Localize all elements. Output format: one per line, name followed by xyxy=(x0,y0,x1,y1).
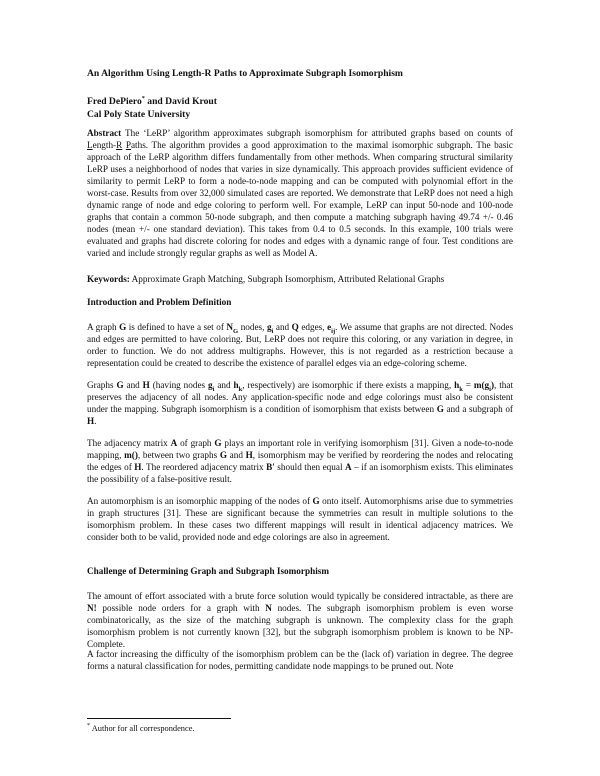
text-run: edges, xyxy=(298,322,328,332)
section-heading-challenge: Challenge of Determining Graph and Subgraph Isomorphism xyxy=(87,566,329,576)
section-heading-introduction: Introduction and Problem Definition xyxy=(87,297,232,307)
text-run: . We assume that graphs are not directed. Nodes and edges are permitted to have coloring. But, LeRP does not require this coloring, or any variation in degree, in order to function. We do not address multigraphs. However, this is not regarded as a restriction because a representation could be created to describe the existence of parallel edges via an edge-coloring scheme. xyxy=(87,322,514,368)
symbol-b-prime: B' xyxy=(266,462,275,472)
text-run: . xyxy=(94,416,97,426)
symbol-h: H xyxy=(245,450,253,460)
intro-paragraph-3 xyxy=(87,437,513,485)
text-run: , isomorphism may be verified by reordering the nodes and relocating the edges of xyxy=(87,450,514,472)
symbol-g: G xyxy=(119,322,127,332)
symbol-g: G xyxy=(219,450,227,460)
symbol-g: G xyxy=(312,496,320,506)
symbol-n: N xyxy=(226,322,234,332)
text-run: and xyxy=(273,322,292,332)
text-run: should then equal xyxy=(274,462,345,472)
abstract-text-4: aths. The algorithm provides a good approximation to the maximal isomorphic subgraph. The basic approach of the LeRP algorithm differs fundamentally from other methods. When comparing structural similarity LeRP uses a neighborhood of nodes that varies in size dynamically. This approach provides sufficient evidence of similarity to permit LeRP to form a node-to-node mapping and can be computed with polynomial effort in the worst-case. Results from over 32,000 simulated cases are reported. We demonstrate that LeRP does not need a high dynamic range of node and edge coloring to perform well. For example, LeRP can input 50-node and 100-node graphs that contain a common 50-node subgraph, and then compute a matching subgraph having 49.74 +/- 0.46 nodes (mean +/- one standard deviation). This takes from 0.4 to 0.5 seconds. In this example, 100 trials were evaluated and graphs had discrete coloring for nodes and edges with a dynamic range of four. Test conditions are varied and include strongly regular graphs as well as Model A. xyxy=(87,140,513,258)
text-run: nodes. The subgraph isomorphism problem is even worse combinatorically, as the size of the matching subgraph is unknown. The complexity class for the graph isomorphism problem is not currently known [32], but the subgraph isomorphism problem is known to be NP-Complete. xyxy=(87,603,513,649)
symbol-g-lower: g xyxy=(208,380,213,390)
text-run: and xyxy=(123,380,143,390)
author-block xyxy=(87,95,513,121)
text-run: and xyxy=(214,380,234,390)
symbol-e: e xyxy=(327,322,332,332)
symbol-g: G xyxy=(116,380,124,390)
abstract-paragraph xyxy=(87,127,513,259)
footnote xyxy=(87,723,513,735)
text-run: nodes, xyxy=(238,322,267,332)
symbol-m: m xyxy=(473,380,482,390)
symbol-n-factorial: N! xyxy=(87,603,97,613)
symbol-h: H xyxy=(134,462,142,472)
paper-title: An Algorithm Using Length-R Paths to Approximate Subgraph Isomorphism xyxy=(87,68,403,79)
symbol-q: Q xyxy=(291,322,299,332)
symbol-a: A xyxy=(344,462,352,472)
keywords-label: Keywords: xyxy=(87,274,130,284)
intro-paragraph-2 xyxy=(87,379,513,427)
symbol-paren: ) xyxy=(490,380,495,390)
text-run: . The reordered adjacency matrix xyxy=(141,462,267,472)
text-run: is defined to have a set of xyxy=(126,322,227,332)
abstract-underline-p: P xyxy=(125,140,131,150)
abstract-text-2: ength- xyxy=(92,140,117,150)
symbol-g: G xyxy=(214,438,222,448)
abstract-text-1: The ‘LeRP’ algorithm approximates subgraph isomorphism for attributed graphs based on counts of xyxy=(121,128,513,138)
text-run: = xyxy=(462,380,474,390)
text-run: (having nodes xyxy=(149,380,208,390)
text-run: A graph xyxy=(87,322,120,332)
subscript: ij xyxy=(331,327,336,335)
subscript: k xyxy=(238,385,243,393)
footnote-divider xyxy=(87,718,231,719)
subscript: G xyxy=(233,327,239,335)
text-run: , between two graphs xyxy=(137,450,220,460)
subscript: i xyxy=(212,385,215,393)
symbol-n: N xyxy=(265,603,272,613)
text-run: Graphs xyxy=(87,380,117,390)
challenge-paragraph-1 xyxy=(87,590,513,650)
symbol-m: m() xyxy=(124,450,138,460)
text-run: An automorphism is an isomorphic mapping of the nodes of xyxy=(87,496,313,506)
intro-paragraph-1 xyxy=(87,321,513,369)
abstract-underline-l: L xyxy=(87,140,93,150)
challenge-paragraph-2: A factor increasing the difficulty of the isomorphism problem can be the (lack of) variation in degree. The degree forms a natural classification for nodes, permitting candidate node mappings to be pruned out. Note xyxy=(87,649,513,671)
subscript: k xyxy=(459,385,463,393)
text-run: The adjacency matrix xyxy=(87,438,171,448)
text-run: possible node orders for a graph with xyxy=(96,603,266,613)
footnote-text: Author for all correspondence. xyxy=(90,724,195,733)
text-run: – if an isomorphism exists. This eliminates the possibility of a false-positive result. xyxy=(87,462,514,484)
symbol-h-lower: h xyxy=(454,380,460,390)
symbol-h: H xyxy=(142,380,150,390)
abstract-label: Abstract xyxy=(87,128,122,138)
text-run: of graph xyxy=(177,438,215,448)
footnote-mark: * xyxy=(87,722,91,730)
symbol-g-lower: (g xyxy=(481,380,490,390)
text-run: plays an important role in verifying isomorphism [31]. Given a node-to-node mapping, xyxy=(87,438,513,460)
text-run: and a subgraph of xyxy=(443,404,513,414)
text-run: onto itself. Automorphisms arise due to symmetries in graph structures [31]. These are significant because the symmetries can result in multiple solutions to the isomorphism problem. In these cases two different mappings will result in identical adjacency matrices. We consider both to be valid, provided node and edge colorings are also in agreement. xyxy=(87,496,513,542)
text-run: The amount of effort associated with a brute force solution would typically be considered intractable, as there are xyxy=(87,591,513,601)
symbol-a: A xyxy=(170,438,178,448)
author-footnote-mark: * xyxy=(141,94,145,102)
abstract-underline-r: R xyxy=(116,140,123,150)
symbol-h: H xyxy=(87,416,95,426)
author-affiliation: Cal Poly State University xyxy=(87,109,191,120)
symbol-g-lower: g xyxy=(266,322,272,332)
text-run: , that preserves the adjacency of all nodes. Any application-specific node and edge colorings must also be consistent under the mapping. Subgraph isomorphism is a condition of isomorphism that exists between xyxy=(87,380,514,414)
author-names-second: and David Krout xyxy=(144,96,217,107)
subscript: i xyxy=(489,385,491,393)
symbol-g: G xyxy=(436,404,444,414)
author-names-first: Fred DePiero xyxy=(87,96,142,107)
symbol-h-lower: h xyxy=(233,380,239,390)
intro-paragraph-4 xyxy=(87,495,513,543)
text-run: and xyxy=(226,450,246,460)
text-run: , respectively) are isomorphic if there exists a mapping, xyxy=(242,380,455,390)
subscript: i xyxy=(271,327,274,335)
keywords-text: Approximate Graph Matching, Subgraph Isomorphism, Attributed Relational Graphs xyxy=(129,274,445,284)
keywords-line xyxy=(87,273,513,285)
